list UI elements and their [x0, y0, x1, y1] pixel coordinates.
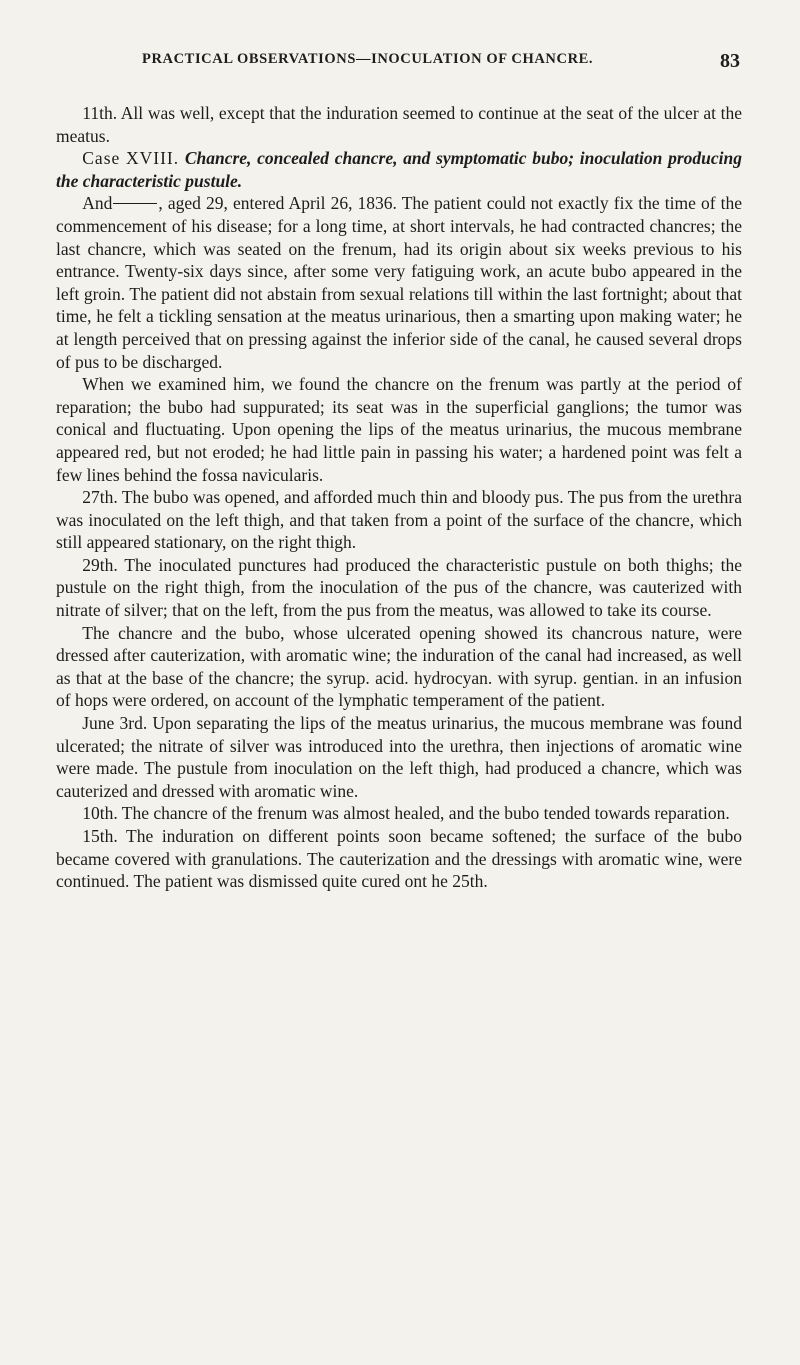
running-title: PRACTICAL OBSERVATIONS—INOCULATION OF CHANCRE. [142, 51, 594, 67]
case-heading [56, 147, 742, 192]
paragraph-dressing: The chancre and the bubo, whose ulcerated opening showed its chancrous nature, were dressed after cauterization, with aromatic wine; the induration of the canal had increased, as well as that at the base of the chancre; the syrup. acid. hydrocyan. with syrup. gentian. in an infusion of hops were ordered, on account of the lymphatic temperament of the patient. [56, 622, 742, 711]
case-title: Chancre, concealed chancre, and symptomatic bubo; inoculation producing the characteristic pustule. [56, 148, 742, 191]
body-text [56, 102, 742, 893]
name-dash [113, 203, 157, 204]
page-number: 83 [720, 50, 740, 72]
paragraph-11th: 11th. All was well, except that the induration seemed to continue at the seat of the ulcer at the meatus. [56, 103, 742, 146]
patient-history-text: , aged 29, entered April 26, 1836. The patient could not exactly fix the time of the commencement of his disease; for a long time, at short intervals, he had contracted chancres; the last chancre, which was seated on the frenum, had its origin about six weeks previous to his entrance. Twenty-six days since, after some very fatiguing work, an acute bubo appeared in the left groin. The patient did not abstain from sexual relations till within the last fortnight; about that time, he felt a tickling sensation at the meatus urinarious, then a smarting upon making water; he at length perceived that on pressing against the inferior side of the canal, he caused several drops of pus to be discharged. [56, 193, 742, 372]
running-head [56, 48, 742, 72]
paragraph-10th: 10th. The chancre of the frenum was almost healed, and the bubo tended towards reparation. [82, 803, 730, 824]
paragraph-june-3rd: June 3rd. Upon separating the lips of the meatus urinarius, the mucous membrane was found ulcerated; the nitrate of silver was introduced into the urethra, then injections of aromatic wine were made. The pustule from inoculation on the left thigh, had produced a chancre, which was cauterized and dressed with aromatic wine. [56, 713, 742, 801]
patient-name: And [82, 193, 113, 214]
paragraph-27th: 27th. The bubo was opened, and afforded much thin and bloody pus. The pus from the urethra was inoculated on the left thigh, and that taken from a point of the surface of the chancre, which still appeared stationary, on the right thigh. [56, 487, 742, 553]
paragraph-patient-history [56, 192, 742, 373]
case-label: Case [82, 148, 121, 169]
paragraph-examination: When we examined him, we found the chancre on the frenum was partly at the period of reparation; the bubo had suppurated; its seat was in the superficial ganglions; the tumor was conical and fluctuating. Upon opening the lips of the meatus urinarius, the mucous membrane appeared red, but not eroded; he had little pain in passing his water; a hardened point was felt a few lines behind the fossa navicularis. [56, 374, 742, 485]
paragraph-29th: 29th. The inoculated punctures had produced the characteristic pustule on both thighs; the pustule on the right thigh, from the inoculation of the pus of the chancre, was cauterized with nitrate of silver; that on the left, from the pus from the meatus, was allowed to take its course. [56, 554, 742, 621]
case-number: XVIII. [125, 148, 180, 169]
paragraph-15th: 15th. The induration on different points soon became softened; the surface of the bubo became covered with granulations. The cauterization and the dressings with aromatic wine, were continued. The patient was dismissed quite cured ont he 25th. [56, 826, 742, 892]
